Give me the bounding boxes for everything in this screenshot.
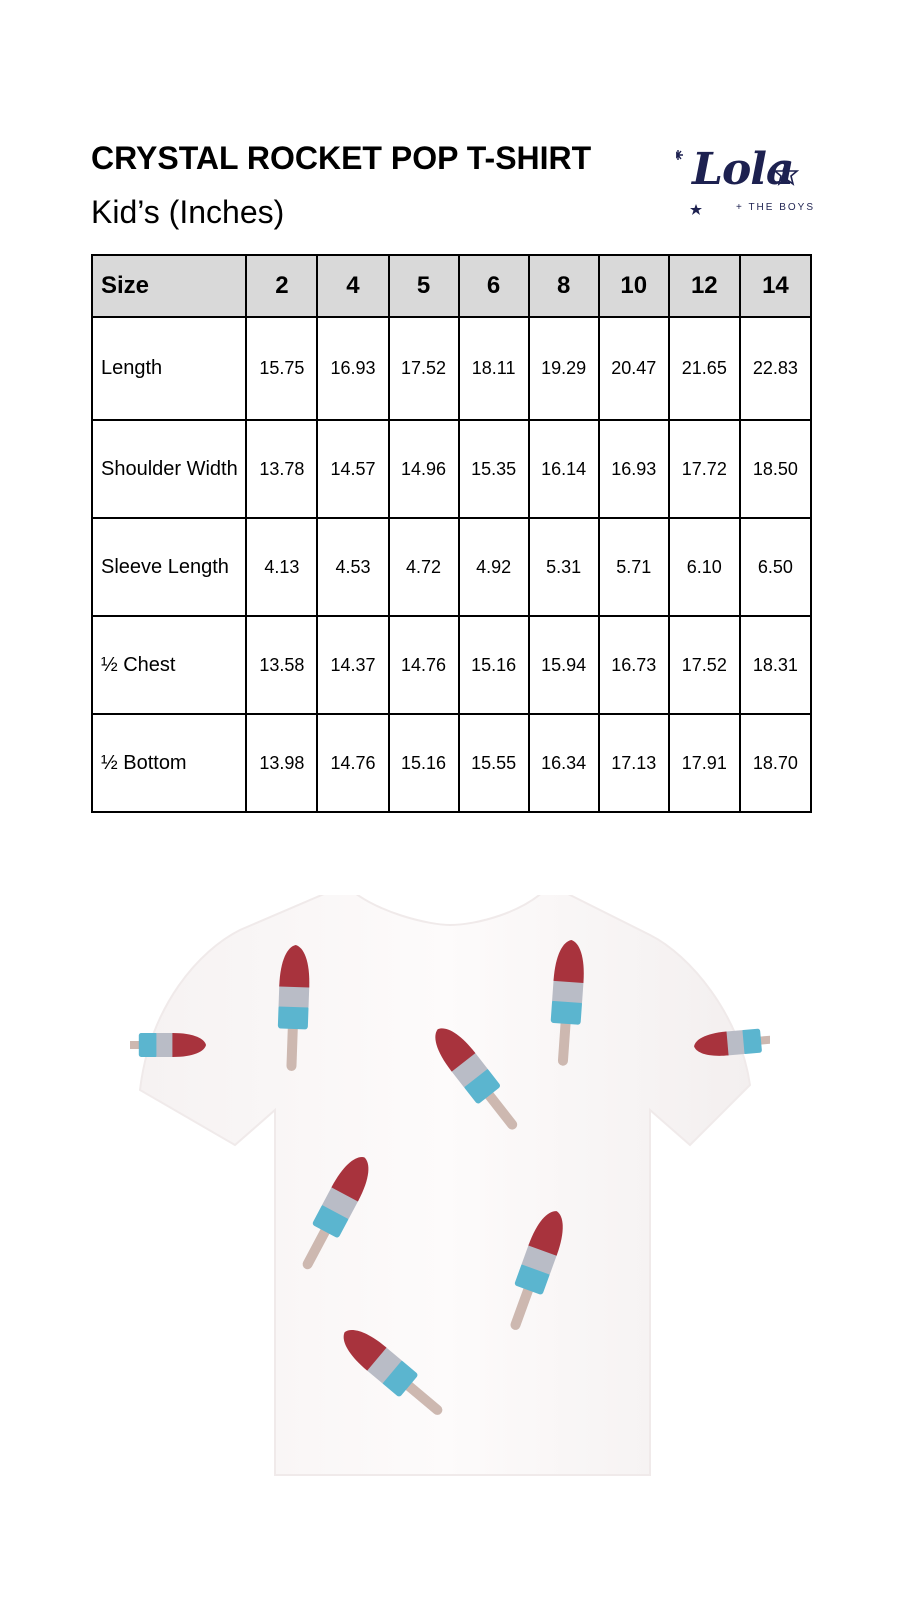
table-cell: 15.94 xyxy=(529,616,599,714)
tshirt-body-shape xyxy=(140,895,750,1475)
table-cell: 14.57 xyxy=(317,420,388,518)
logo-script-text: Lola xyxy=(692,144,794,195)
header-size-12: 12 xyxy=(669,255,740,317)
table-cell: 16.34 xyxy=(529,714,599,812)
table-row xyxy=(92,420,811,518)
table-cell: 16.93 xyxy=(599,420,669,518)
table-cell: 14.96 xyxy=(389,420,459,518)
table-cell: 20.47 xyxy=(599,317,669,420)
brand-logo xyxy=(676,144,816,220)
table-cell: 16.93 xyxy=(317,317,388,420)
table-cell: 17.91 xyxy=(669,714,740,812)
header-size-6: 6 xyxy=(459,255,529,317)
header-size-10: 10 xyxy=(599,255,669,317)
table-cell: 4.72 xyxy=(389,518,459,616)
table-cell: 22.83 xyxy=(740,317,811,420)
rocket-pop-icon xyxy=(130,1033,206,1057)
table-row xyxy=(92,518,811,616)
table-cell: 17.13 xyxy=(599,714,669,812)
table-cell: 5.31 xyxy=(529,518,599,616)
table-cell: 14.76 xyxy=(317,714,388,812)
table-cell: 5.71 xyxy=(599,518,669,616)
table-cell: 18.50 xyxy=(740,420,811,518)
table-cell: 18.11 xyxy=(459,317,529,420)
table-cell: 15.16 xyxy=(389,714,459,812)
size-chart-subtitle: Kid’s (Inches) xyxy=(91,194,285,230)
row-label: ½ Chest xyxy=(92,616,246,714)
table-row xyxy=(92,616,811,714)
table-cell: 17.52 xyxy=(669,616,740,714)
table-body xyxy=(92,317,811,812)
table-cell: 15.75 xyxy=(246,317,317,420)
header-size-label: Size xyxy=(92,255,246,317)
table-cell: 14.37 xyxy=(317,616,388,714)
table-cell: 4.53 xyxy=(317,518,388,616)
table-cell: 6.50 xyxy=(740,518,811,616)
table-row xyxy=(92,317,811,420)
table-cell: 16.73 xyxy=(599,616,669,714)
table-cell: 6.10 xyxy=(669,518,740,616)
header-size-4: 4 xyxy=(317,255,388,317)
row-label: Sleeve Length xyxy=(92,518,246,616)
table-cell: 19.29 xyxy=(529,317,599,420)
header-size-5: 5 xyxy=(389,255,459,317)
table-cell: 4.92 xyxy=(459,518,529,616)
table-cell: 17.52 xyxy=(389,317,459,420)
table-cell: 13.98 xyxy=(246,714,317,812)
table-cell: 14.76 xyxy=(389,616,459,714)
product-title: CRYSTAL ROCKET POP T-SHIRT xyxy=(91,140,592,176)
table-cell: 15.55 xyxy=(459,714,529,812)
table-cell: 17.72 xyxy=(669,420,740,518)
row-label: Length xyxy=(92,317,246,420)
table-cell: 13.78 xyxy=(246,420,317,518)
table-cell: 21.65 xyxy=(669,317,740,420)
row-label: Shoulder Width xyxy=(92,420,246,518)
table-cell: 13.58 xyxy=(246,616,317,714)
table-cell: 4.13 xyxy=(246,518,317,616)
size-chart-table xyxy=(91,254,812,813)
table-cell: 15.35 xyxy=(459,420,529,518)
table-header-row xyxy=(92,255,811,317)
tshirt-product-image xyxy=(130,895,770,1515)
header-size-14: 14 xyxy=(740,255,811,317)
table-row xyxy=(92,714,811,812)
table-cell: 18.70 xyxy=(740,714,811,812)
header-size-2: 2 xyxy=(246,255,317,317)
table-cell: 16.14 xyxy=(529,420,599,518)
table-cell: 15.16 xyxy=(459,616,529,714)
header-size-8: 8 xyxy=(529,255,599,317)
logo-subtext: + THE BOYS xyxy=(736,202,816,213)
row-label: ½ Bottom xyxy=(92,714,246,812)
table-cell: 18.31 xyxy=(740,616,811,714)
